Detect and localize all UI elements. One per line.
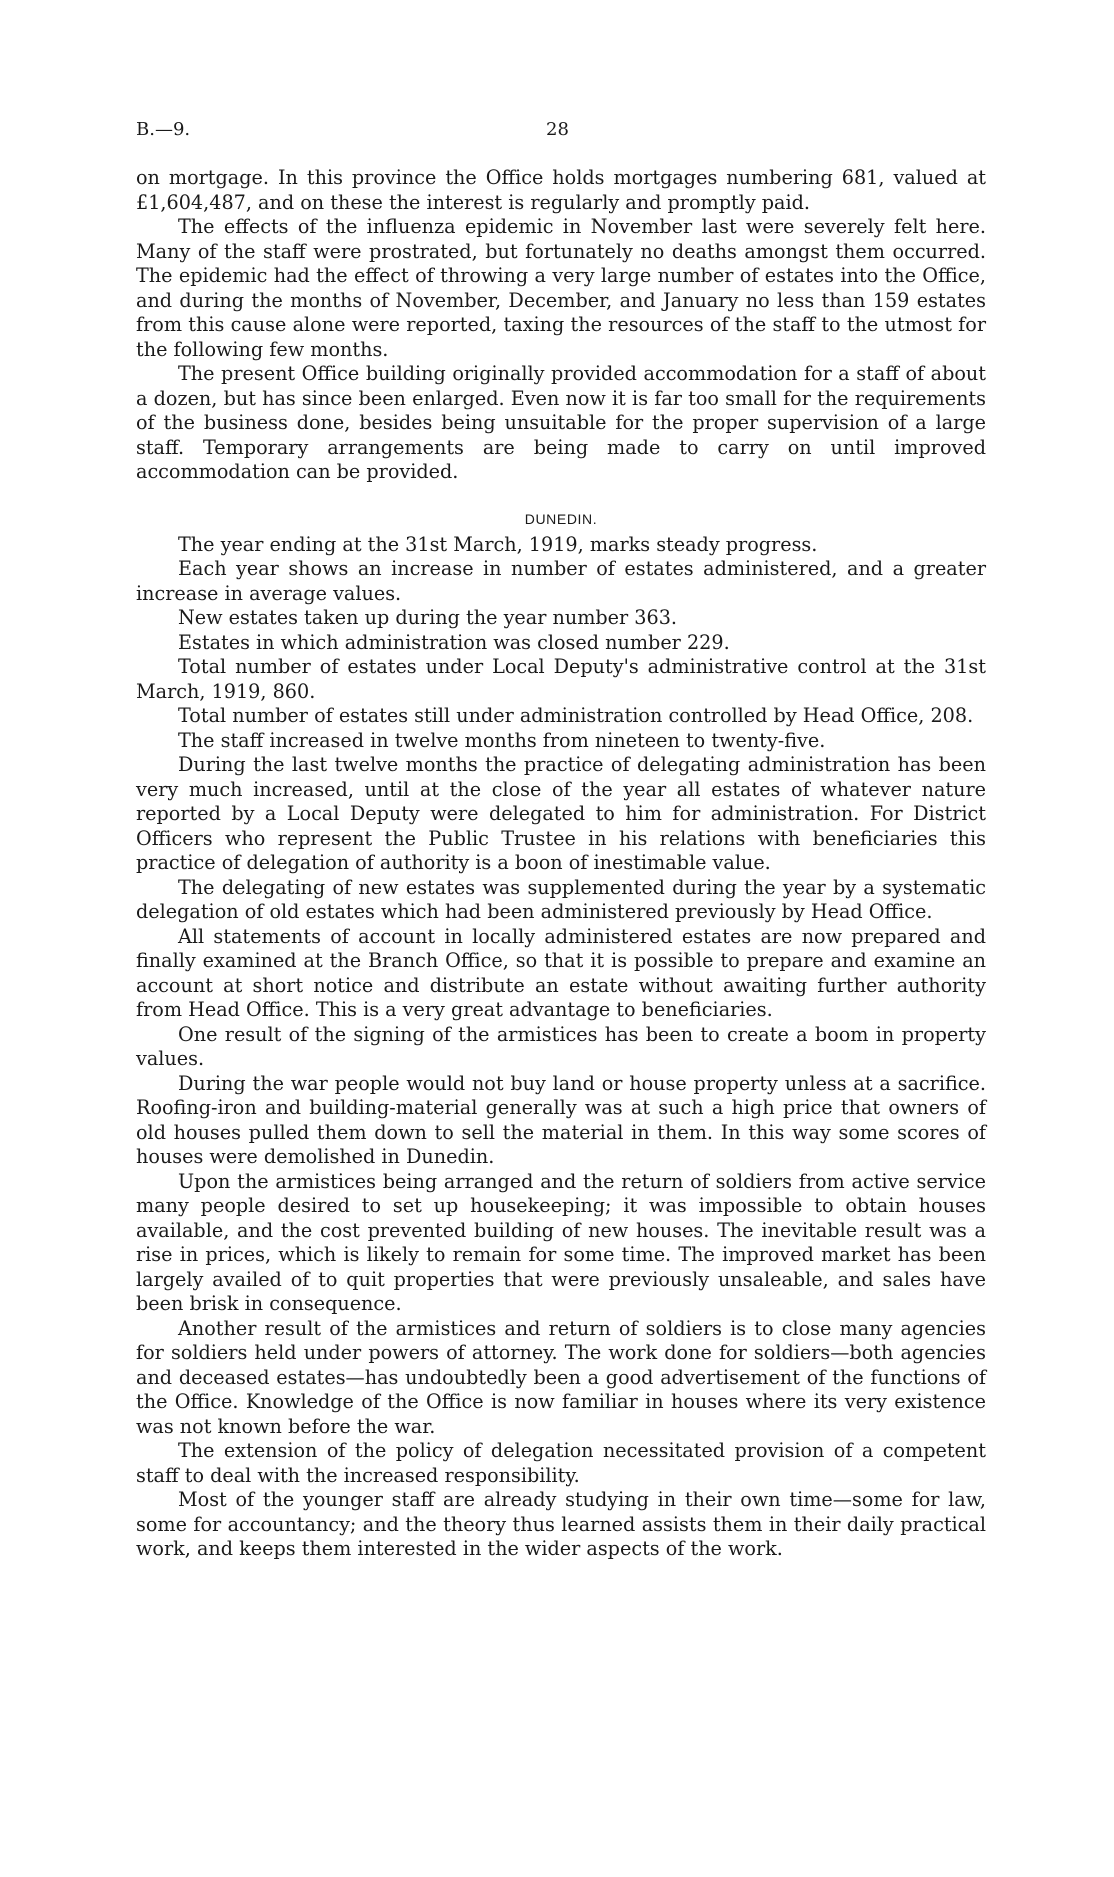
paragraph: The delegating of new estates was supplemented during the year by a systematic delegation of old estates which had been administered previously by Head Office. xyxy=(136,875,986,923)
paragraph: The staff increased in twelve months from nineteen to twenty-five. xyxy=(178,728,826,752)
paragraph: During the last twelve months the practice of delegating administration has been very much increased, until at the close of the year all estates of whatever nature reported by a Local Deputy were delegated to him for administration. For District Officers who represent the Public Trustee in his relations with beneficiaries this practice of delegation of authority is a boon of inestimable value. xyxy=(136,753,986,874)
section-heading-dunedin: DUNEDIN. xyxy=(524,510,598,527)
page-number: 28 xyxy=(546,119,569,140)
paragraph: The year ending at the 31st March, 1919, marks steady progress. xyxy=(178,532,818,556)
paragraph: Total number of estates still under administration controlled by Head Office, 208. xyxy=(178,704,974,727)
paragraph: Estates in which administration was closed number 229. xyxy=(178,630,730,654)
paragraph: Each year shows an increase in number of estates administered, and a greater increase in average values. xyxy=(136,557,986,605)
paragraph: Another result of the armistices and return of soldiers is to close many agencies for soldiers held under powers of attorney. The work done for soldiers—both agencies and deceased estates—has undoubtedly been a good advertisement of the functions of the Office. Knowledge of the Office is now familiar in houses where its very existence was not known before the war. xyxy=(136,1316,986,1438)
page-header xyxy=(136,116,986,144)
paragraph: The effects of the influenza epidemic in November last were severely felt here. Many of the staff were prostrated, but fortunately no deaths amongst them occurred. The epidemic had the effect of throwing a very large number of estates into the Office, and during the months of November, December, and January no less than 159 estates from this cause alone were reported, taxing the resources of the staff to the utmost for the following few months. xyxy=(136,215,986,361)
paragraph: on mortgage. In this province the Office holds mortgages numbering 681, valued at £1,604,487, and on these the interest is regularly and promptly paid. xyxy=(136,166,986,214)
paragraph: The present Office building originally provided accommodation for a staff of about a dozen, but has since been enlarged. Even now it is far too small for the requirements of the business done, besides being unsuitable for the proper supervision of a large staff. Temporary arrangements are being made to carry on until improved accommodation can be provided. xyxy=(136,362,986,483)
paragraph: The extension of the policy of delegation necessitated provision of a competent staff to deal with the increased responsibility. xyxy=(136,1439,986,1487)
paragraph: During the war people would not buy land or house property unless at a sacrifice. Roofing-iron and building-material generally was at such a high price that owners of old houses pulled them down to sell the material in them. In this way some scores of houses were demolished in Dunedin. xyxy=(136,1071,986,1168)
paragraph: All statements of account in locally administered estates are now prepared and finally examined at the Branch Office, so that it is possible to prepare and examine an account at short notice and distribute an estate without awaiting further authority from Head Office. This is a very great advantage to beneficiaries. xyxy=(136,924,986,1021)
paragraph: Most of the younger staff are already studying in their own time—some for law, some for accountancy; and the theory thus learned assists them in their daily practical work, and keeps them interested in the wider aspects of the work. xyxy=(136,1488,986,1560)
body-text xyxy=(136,166,986,1562)
paragraph: One result of the signing of the armistices has been to create a boom in property values. xyxy=(136,1022,986,1070)
paragraph: Upon the armistices being arranged and the return of soldiers from active service many people desired to set up housekeeping; it was impossible to obtain houses available, and the cost prevented building of new houses. The inevitable result was a rise in prices, which is likely to remain for some time. The improved market has been largely availed of to quit properties that were previously unsaleable, and sales have been brisk in consequence. xyxy=(136,1169,986,1315)
document-reference: B.—9. xyxy=(136,119,191,140)
paragraph: Total number of estates under Local Deputy's administrative control at the 31st March, 1919, 860. xyxy=(136,655,986,703)
paragraph: New estates taken up during the year number 363. xyxy=(178,606,678,629)
